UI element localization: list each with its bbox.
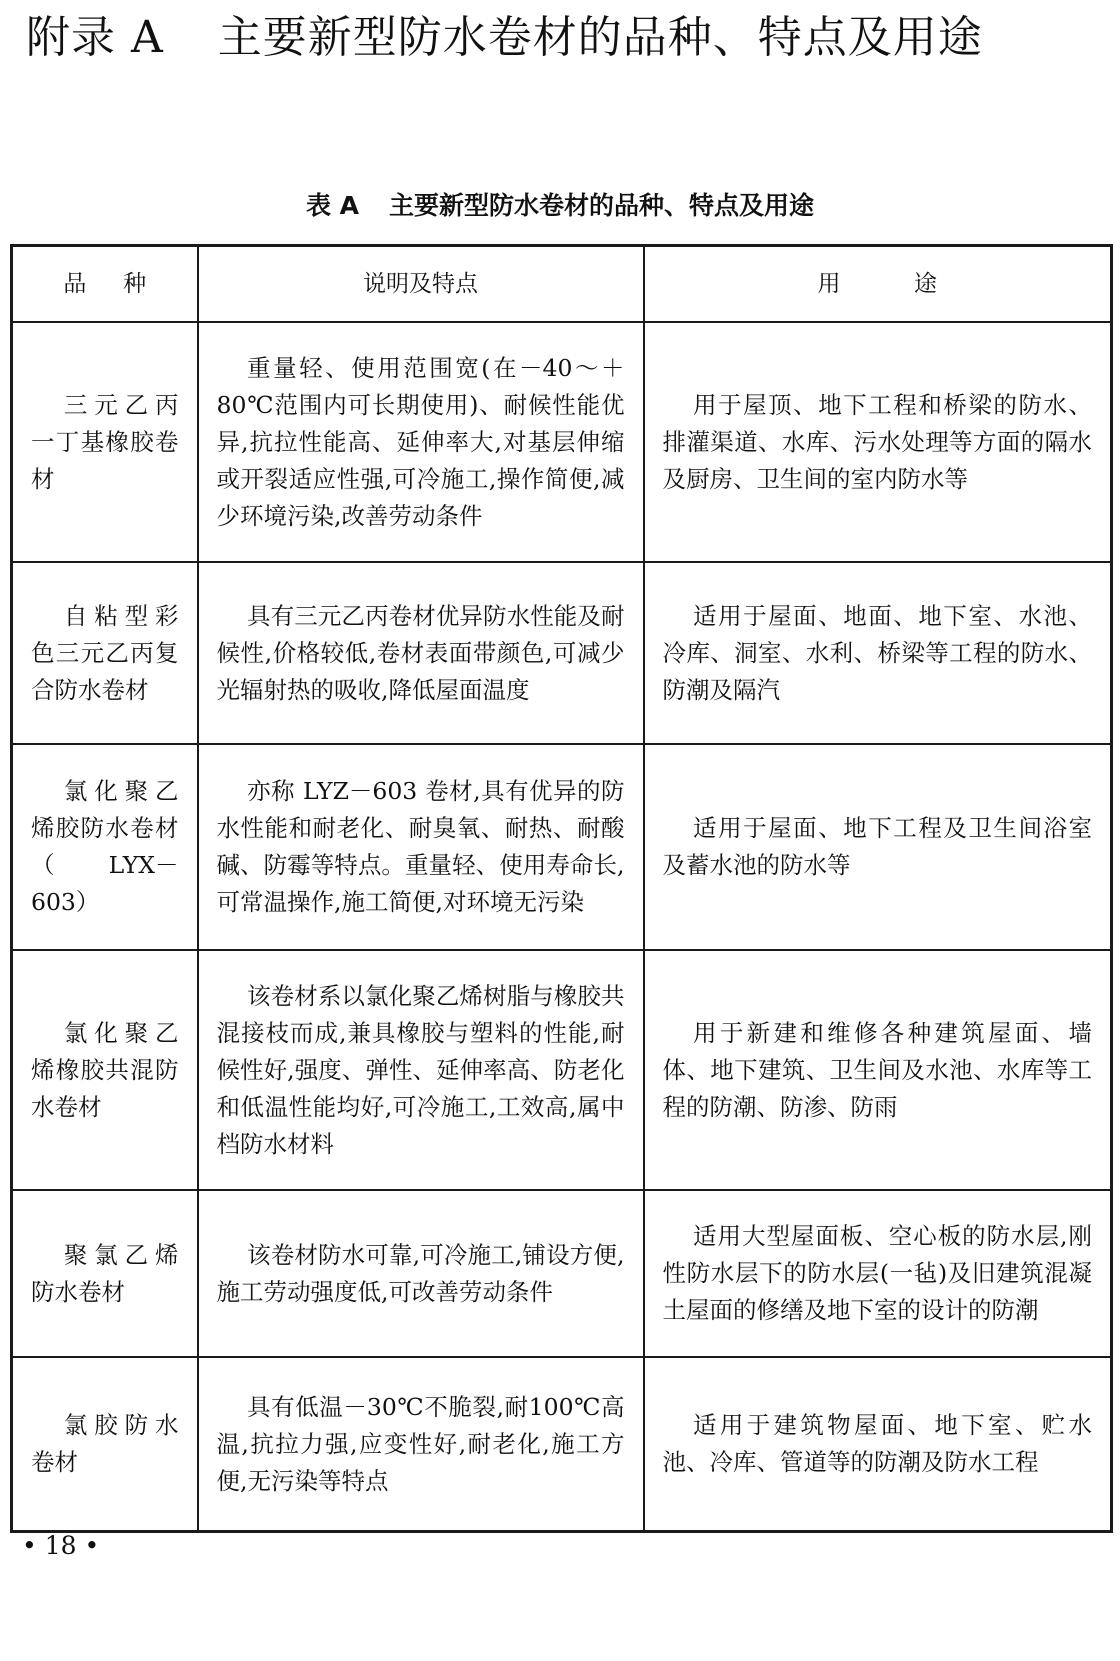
table-row [12, 744, 1112, 950]
cell-usage: 适用于屋面、地下工程及卫生间浴室及蓄水池的防水等 [644, 744, 1112, 950]
cell-description: 该卷材防水可靠,可冷施工,铺设方便,施工劳动强度低,可改善劳动条件 [198, 1190, 644, 1357]
cell-variety: 氯胶防水卷材 [12, 1357, 198, 1532]
waterproof-membranes-table [10, 244, 1113, 1533]
cell-usage: 适用于建筑物屋面、地下室、贮水池、冷库、管道等的防潮及防水工程 [644, 1357, 1112, 1532]
cell-variety: 氯化聚乙烯橡胶共混防水卷材 [12, 950, 198, 1190]
header-usage [644, 246, 1112, 323]
header-variety-char-1: 品 [63, 270, 87, 297]
header-usage-char-1: 用 [817, 270, 841, 297]
table-caption-label: 表 A [305, 191, 360, 220]
page-number: • 18 • [22, 1531, 100, 1560]
cell-variety: 自粘型彩色三元乙丙复合防水卷材 [12, 562, 198, 744]
cell-description: 该卷材系以氯化聚乙烯树脂与橡胶共混接枝而成,兼具橡胶与塑料的性能,耐候性好,强度、弹性、延伸率高、防老化和低温性能均好,可冷施工,工效高,属中档防水材料 [198, 950, 644, 1190]
cell-variety: 三元乙丙一丁基橡胶卷材 [12, 322, 198, 562]
table-caption [0, 186, 1120, 226]
cell-description: 具有三元乙丙卷材优异防水性能及耐候性,价格较低,卷材表面带颜色,可减少光辐射热的吸收,降低屋面温度 [198, 562, 644, 744]
header-variety [12, 246, 198, 323]
cell-usage: 用于新建和维修各种建筑屋面、墙体、地下建筑、卫生间及水池、水库等工程的防潮、防渗、防雨 [644, 950, 1112, 1190]
cell-variety: 氯化聚乙烯胶防水卷材（LYX－603） [12, 744, 198, 950]
table-row [12, 322, 1112, 562]
header-variety-char-2: 种 [123, 270, 147, 297]
appendix-title-text: 主要新型防水卷材的品种、特点及用途 [217, 12, 983, 63]
table-header-row [12, 246, 1112, 323]
table-row [12, 1190, 1112, 1357]
appendix-title [26, 8, 983, 68]
table-caption-title: 主要新型防水卷材的品种、特点及用途 [389, 191, 815, 220]
cell-usage: 适用于屋面、地面、地下室、水池、冷库、洞室、水利、桥梁等工程的防水、防潮及隔汽 [644, 562, 1112, 744]
header-description: 说明及特点 [198, 246, 644, 323]
cell-usage: 用于屋顶、地下工程和桥梁的防水、排灌渠道、水库、污水处理等方面的隔水及厨房、卫生间的室内防水等 [644, 322, 1112, 562]
cell-variety: 聚氯乙烯防水卷材 [12, 1190, 198, 1357]
cell-description: 具有低温－30℃不脆裂,耐100℃高温,抗拉力强,应变性好,耐老化,施工方便,无污染等特点 [198, 1357, 644, 1532]
cell-description: 亦称 LYZ－603 卷材,具有优异的防水性能和耐老化、耐臭氧、耐热、耐酸碱、防霉等特点。重量轻、使用寿命长,可常温操作,施工简便,对环境无污染 [198, 744, 644, 950]
appendix-label: 附录 A [26, 12, 164, 63]
table-row [12, 562, 1112, 744]
header-usage-char-2: 途 [914, 270, 938, 297]
cell-usage: 适用大型屋面板、空心板的防水层,刚性防水层下的防水层(一毡)及旧建筑混凝土屋面的修缮及地下室的设计的防潮 [644, 1190, 1112, 1357]
table-row [12, 950, 1112, 1190]
cell-description: 重量轻、使用范围宽(在－40～＋80℃范围内可长期使用)、耐候性能优异,抗拉性能高、延伸率大,对基层伸缩或开裂适应性强,可冷施工,操作简便,减少环境污染,改善劳动条件 [198, 322, 644, 562]
table-row [12, 1357, 1112, 1532]
